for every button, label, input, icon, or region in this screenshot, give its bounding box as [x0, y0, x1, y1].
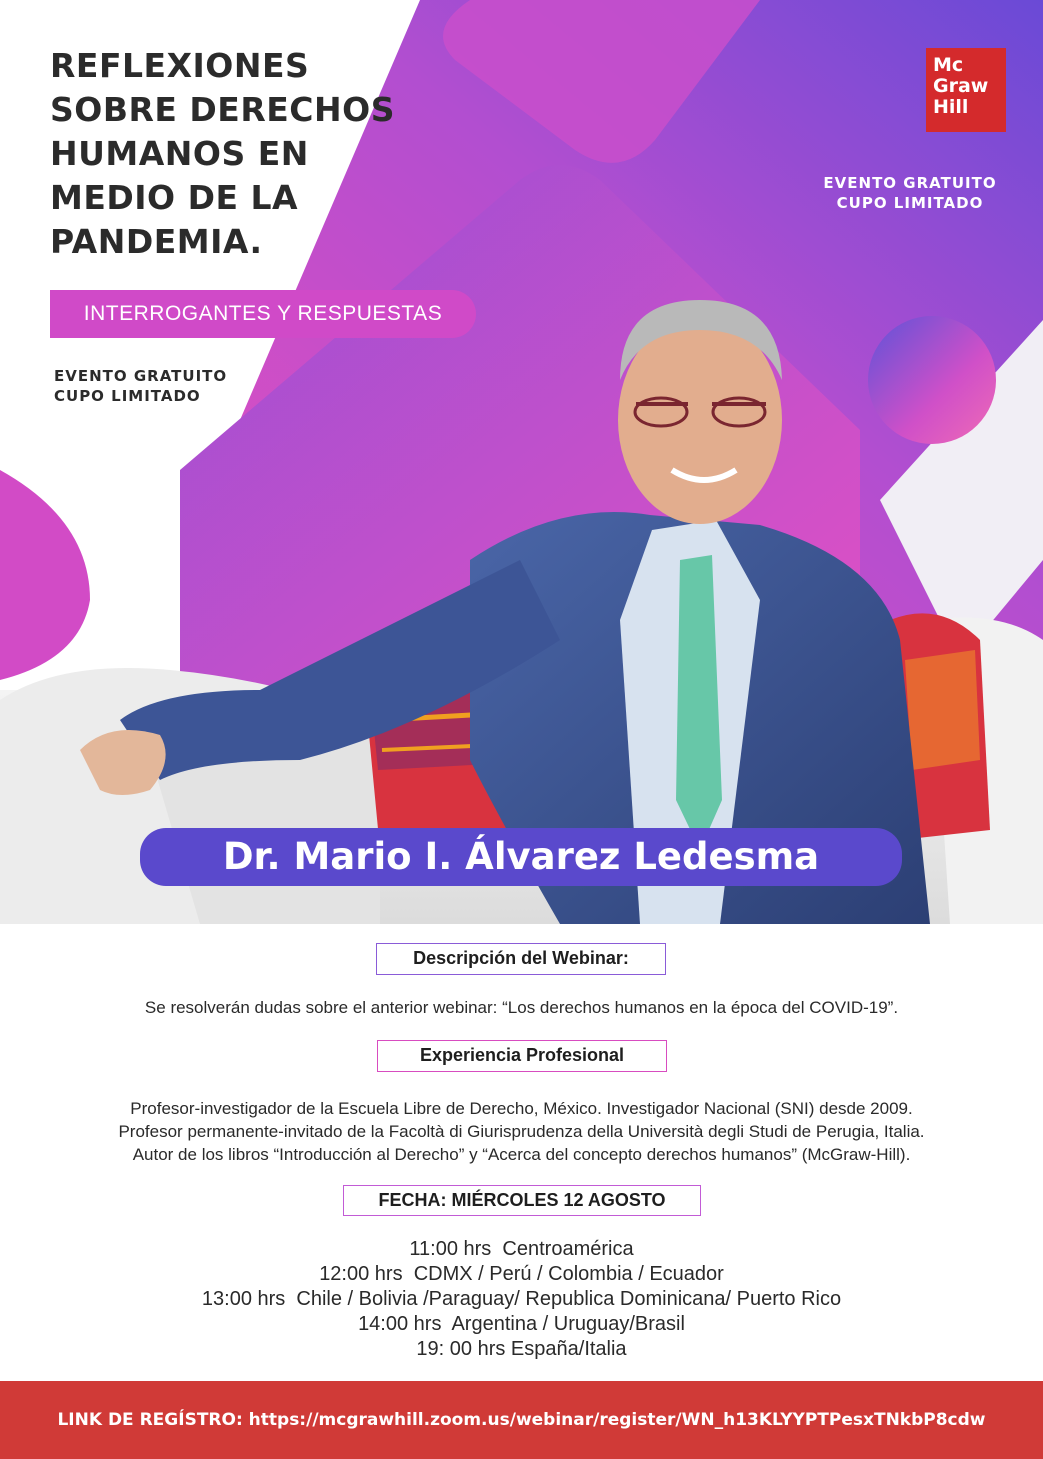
free-event-note-right — [790, 173, 1030, 213]
logo-line: Hill — [933, 96, 969, 118]
experience-line: Profesor permanente-invitado de la Facoltà di Giurisprudenza della Università degli Studi de Perugia, Italia. — [118, 1122, 925, 1141]
schedule-item: 19: 00 hrs España/Italia — [416, 1338, 627, 1360]
experience-heading: Experiencia Profesional — [377, 1040, 667, 1072]
title-line: HUMANOS EN — [50, 134, 309, 173]
mcgraw-hill-logo — [926, 48, 1006, 132]
title-line: MEDIO DE LA — [50, 178, 299, 217]
speaker-name: Dr. Mario I. Álvarez Ledesma — [140, 828, 902, 886]
subtitle-banner: INTERROGANTES Y RESPUESTAS — [50, 290, 476, 338]
registration-link[interactable]: LINK DE REGÍSTRO: https://mcgrawhill.zoom.us/webinar/register/WN_h13KLYYPTPesxTNkbP8cdw — [0, 1381, 1043, 1459]
title-line: SOBRE DERECHOS — [50, 90, 395, 129]
title-line: REFLEXIONES — [50, 46, 310, 85]
free-event-line: EVENTO GRATUITO — [54, 367, 228, 385]
date-heading: FECHA: MIÉRCOLES 12 AGOSTO — [343, 1185, 701, 1216]
logo-line: Graw — [933, 75, 989, 97]
experience-text — [0, 1097, 1043, 1166]
event-title — [50, 44, 470, 264]
experience-line: Profesor-investigador de la Escuela Libre de Derecho, México. Investigador Nacional (SNI) desde 2009. — [130, 1099, 913, 1118]
experience-line: Autor de los libros “Introducción al Derecho” y “Acerca del concepto derechos humanos” (McGraw-Hill). — [132, 1145, 911, 1164]
schedule-item: 12:00 hrs CDMX / Perú / Colombia / Ecuador — [319, 1263, 724, 1285]
limited-seats-line: CUPO LIMITADO — [54, 387, 201, 405]
schedule-item: 14:00 hrs Argentina / Uruguay/Brasil — [358, 1313, 685, 1335]
free-event-note — [54, 366, 227, 406]
limited-seats-line: CUPO LIMITADO — [836, 194, 984, 212]
description-heading: Descripción del Webinar: — [376, 943, 666, 975]
title-line: PANDEMIA. — [50, 222, 263, 261]
free-event-line: EVENTO GRATUITO — [823, 174, 997, 192]
logo-line: Mc — [933, 54, 964, 76]
schedule-item: 13:00 hrs Chile / Bolivia /Paraguay/ Republica Dominicana/ Puerto Rico — [201, 1288, 842, 1310]
schedule-list — [0, 1237, 1043, 1362]
description-text: Se resolverán dudas sobre el anterior webinar: “Los derechos humanos en la época del COVID-19”. — [144, 998, 899, 1017]
schedule-item: 11:00 hrs Centroamérica — [409, 1238, 634, 1260]
